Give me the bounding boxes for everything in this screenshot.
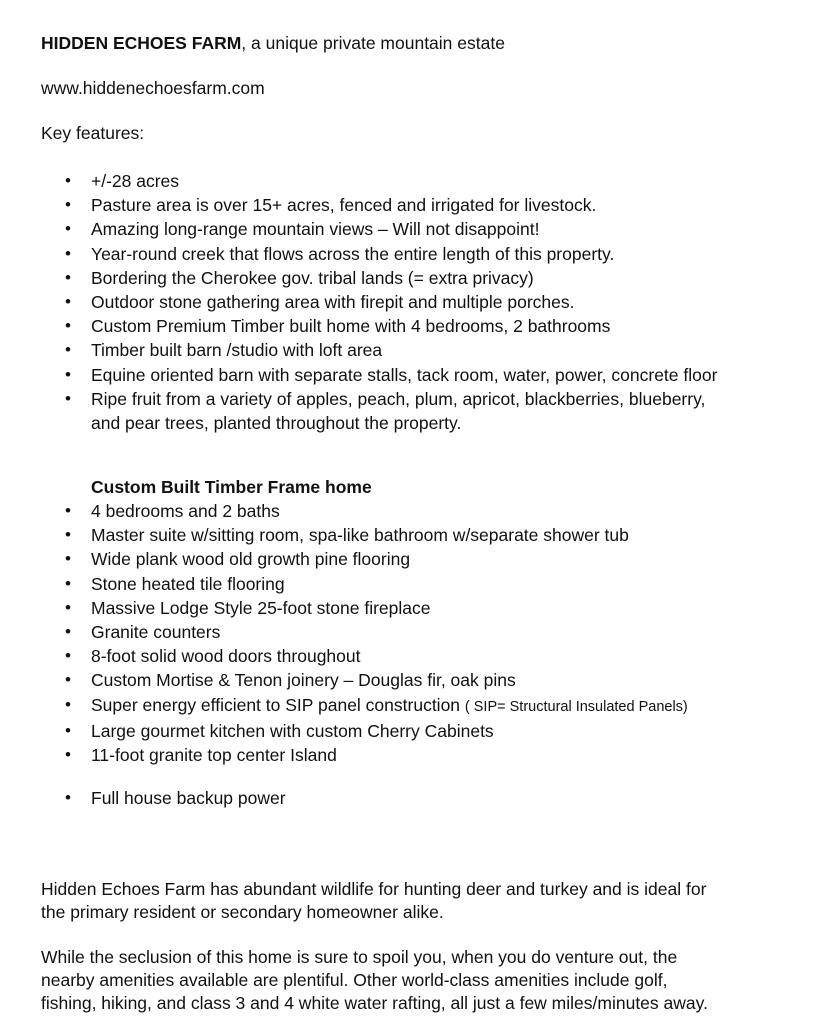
- bullet-icon: •: [65, 525, 71, 545]
- bullet-icon: •: [65, 694, 71, 714]
- bullet-icon: •: [65, 195, 71, 215]
- tagline: , a unique private mountain estate: [241, 33, 505, 53]
- title-line: [41, 31, 505, 55]
- list-item: • Amazing long-range mountain views – Will not disappoint!: [0, 217, 831, 241]
- list-item: • Pasture area is over 15+ acres, fenced and irrigated for livestock.: [0, 193, 831, 217]
- list-item: • 8-foot solid wood doors throughout: [0, 644, 831, 668]
- amenities-paragraph: While the seclusion of this home is sure to spoil you, when you do venture out, the nearby amenities available are plentiful. Other world-class amenities include golf, fishing, hiking, and class 3 and 4 white water rafting, all just a few miles/minutes away.: [41, 947, 708, 1013]
- list-item: • Custom Premium Timber built home with 4 bedrooms, 2 bathrooms: [0, 314, 831, 338]
- home-section-heading: Custom Built Timber Frame home: [91, 477, 372, 497]
- list-item: • Timber built barn /studio with loft area: [0, 338, 831, 362]
- bullet-icon: •: [65, 646, 71, 666]
- bullet-icon: •: [65, 670, 71, 690]
- bullet-icon: •: [65, 788, 71, 807]
- bullet-icon: •: [65, 340, 71, 360]
- bullet-icon: •: [65, 745, 71, 765]
- bullet-icon: •: [65, 720, 71, 740]
- bullet-icon: •: [65, 622, 71, 642]
- list-item: • 4 bedrooms and 2 baths: [0, 499, 831, 523]
- list-item-continuation: and pear trees, planted throughout the property.: [91, 413, 462, 434]
- list-item: • Outdoor stone gathering area with firepit and multiple porches.: [0, 290, 831, 314]
- website-link[interactable]: www.hiddenechoesfarm.com: [41, 78, 265, 98]
- key-features-label: Key features:: [41, 123, 145, 143]
- home-features-list: [0, 499, 831, 767]
- bullet-icon: •: [65, 243, 71, 263]
- list-item: • Wide plank wood old growth pine flooring: [0, 547, 831, 571]
- bullet-icon: •: [65, 549, 71, 569]
- list-item: • Year-round creek that flows across the entire length of this property.: [0, 242, 831, 266]
- list-item: • Stone heated tile flooring: [0, 572, 831, 596]
- list-item: • Bordering the Cherokee gov. tribal lands (= extra privacy): [0, 266, 831, 290]
- bullet-icon: •: [65, 573, 71, 593]
- list-item: • Massive Lodge Style 25-foot stone fireplace: [0, 596, 831, 620]
- sip-note: ( SIP= Structural Insulated Panels): [464, 698, 688, 715]
- key-features-list: [0, 169, 831, 435]
- farm-name: HIDDEN ECHOES FARM: [41, 33, 242, 53]
- list-item: • Full house backup power: [0, 786, 831, 810]
- bullet-icon: •: [65, 501, 71, 520]
- bullet-icon: •: [65, 267, 71, 287]
- wildlife-paragraph: Hidden Echoes Farm has abundant wildlife for hunting deer and turkey and is ideal for the primary resident or secondary homeowner alike.: [41, 879, 707, 922]
- list-item: • Super energy efficient to SIP panel construction ( SIP= Structural Insulated Panels): [0, 693, 831, 719]
- list-item: • Custom Mortise & Tenon joinery – Douglas fir, oak pins: [0, 668, 831, 692]
- list-item: • Equine oriented barn with separate stalls, tack room, water, power, concrete floor: [0, 363, 831, 387]
- list-item: • Granite counters: [0, 620, 831, 644]
- bullet-icon: •: [65, 388, 71, 408]
- bullet-icon: •: [65, 316, 71, 336]
- list-item: • +/-28 acres: [0, 169, 831, 193]
- list-item: • 11-foot granite top center Island: [0, 743, 831, 767]
- list-item: • Ripe fruit from a variety of apples, peach, plum, apricot, blackberries, blueberry,: [0, 387, 831, 411]
- home-features-list-extra: [0, 786, 831, 810]
- bullet-icon: •: [65, 292, 71, 312]
- list-item: • Master suite w/sitting room, spa-like bathroom w/separate shower tub: [0, 523, 831, 547]
- bullet-icon: •: [65, 597, 71, 617]
- bullet-icon: •: [65, 171, 71, 190]
- bullet-icon: •: [65, 219, 71, 239]
- list-item: • Large gourmet kitchen with custom Cherry Cabinets: [0, 719, 831, 743]
- bullet-icon: •: [65, 364, 71, 384]
